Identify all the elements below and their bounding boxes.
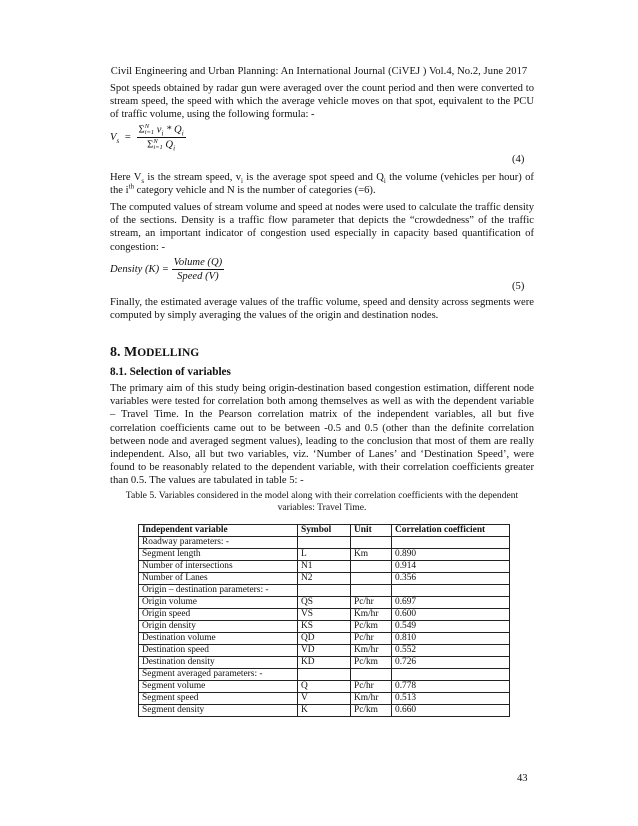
table-cell: VD <box>298 645 351 657</box>
table-cell: Km <box>351 549 392 561</box>
table-row <box>139 573 510 585</box>
equation-4 <box>110 124 186 151</box>
table-cell: VS <box>298 609 351 621</box>
table-cell: Destination density <box>139 657 298 669</box>
table-cell: 0.890 <box>392 549 510 561</box>
table-cell: 0.810 <box>392 633 510 645</box>
table-cell: Roadway parameters: - <box>139 537 298 549</box>
table-row <box>139 645 510 657</box>
table-cell: QD <box>298 633 351 645</box>
table-row <box>139 657 510 669</box>
table-cell <box>298 669 351 681</box>
table-row <box>139 597 510 609</box>
table-cell: 0.660 <box>392 705 510 717</box>
table-cell: Km/hr <box>351 693 392 705</box>
table-cell: Segment volume <box>139 681 298 693</box>
table-row <box>139 621 510 633</box>
table-cell <box>392 537 510 549</box>
table-header-row <box>139 525 510 537</box>
paragraph-definitions: Here $V_s$ is the stream speed, $v_i$ is the average spot speed and $Q_i$ the volume (vehicles per hour) of the $i^{th}$ category vehicle and N is the number of categories (=6). <box>110 172 534 197</box>
table-cell: 0.513 <box>392 693 510 705</box>
page-number: 43 <box>517 773 528 784</box>
table-cell: 0.356 <box>392 573 510 585</box>
paragraph-spot-speeds: Spot speeds obtained by radar gun were averaged over the count period and then were converted to stream speed, the speed with which the average vehicle moves on that spot, equivalent to the PCU of traffic volume, using the following formula: - <box>110 83 534 121</box>
table-row <box>139 561 510 573</box>
table-cell: Segment density <box>139 705 298 717</box>
table-row <box>139 549 510 561</box>
eq4-numerator: Σ N i=1 $v_i * Q_i$ <box>138 123 184 138</box>
table-cell: Origin density <box>139 621 298 633</box>
table-cell <box>351 669 392 681</box>
variables-table <box>138 524 510 717</box>
table-cell: K <box>298 705 351 717</box>
table-cell: 0.914 <box>392 561 510 573</box>
table-cell: Origin volume <box>139 597 298 609</box>
table-cell: Pc/km <box>351 705 392 717</box>
table-cell <box>351 537 392 549</box>
equation-number-5: (5) <box>512 281 525 292</box>
eq4-denominator: Σ N i=1 $Q_i$ <box>147 138 176 153</box>
table-cell: KD <box>298 657 351 669</box>
table-header-cell: Symbol <box>298 525 351 537</box>
table-row <box>139 585 510 597</box>
table-row <box>139 693 510 705</box>
table-cell: V <box>298 693 351 705</box>
table-row <box>139 537 510 549</box>
table-cell: 0.549 <box>392 621 510 633</box>
table-caption: Table 5. Variables considered in the model along with their correlation coefficients with the dependent variables: Travel Time. <box>125 490 519 513</box>
paragraph-density: The computed values of stream volume and speed at nodes were used to calculate the traffic density of the sections. Density is a traffic flow parameter that depicts the “crowdedness” of the traffic stream, an important indicator of congestion used especially in capacity based quantification of congestion: - <box>110 202 534 253</box>
table-cell: KS <box>298 621 351 633</box>
paragraph-averaging: Finally, the estimated average values of the traffic volume, speed and density across segments were computed by simply averaging the values of the origin and destination nodes. <box>110 297 534 322</box>
section-heading-modelling: 8. MODELLING <box>110 345 200 360</box>
table-cell: Number of intersections <box>139 561 298 573</box>
table-header-cell: Independent variable <box>139 525 298 537</box>
eq4-fraction <box>137 124 186 151</box>
eq5-denominator: Speed (V) <box>177 271 219 282</box>
table-header-cell: Unit <box>351 525 392 537</box>
table-cell: Pc/km <box>351 657 392 669</box>
table-cell: 0.600 <box>392 609 510 621</box>
table-cell: 0.552 <box>392 645 510 657</box>
eq5-lhs: Density (K) = <box>110 263 169 275</box>
table-cell: Origin speed <box>139 609 298 621</box>
paragraph-selection: The primary aim of this study being origin-destination based congestion estimation, different node variables were tested for correlation both among themselves as well as with the dependent variable – Travel Time. In the Pearson correlation matrix of the independent variables, all but five correlation coefficients came out to be between -0.5 and 0.5 (other than the definite correlation between node and averaged segment values), leading to the conclusion that most of them are really independent. Also, all but two variables, viz. ‘Number of Lanes’ and ‘Destination Speed’, were found to be reasonably related to the dependent variable, with their correlation coefficients greater than 0.5. The values are tabulated in table 5: - <box>110 383 534 487</box>
table-cell <box>298 537 351 549</box>
eq5-numerator: Volume (Q) <box>173 257 223 268</box>
table-row <box>139 609 510 621</box>
table-cell: N1 <box>298 561 351 573</box>
table-cell: Pc/hr <box>351 681 392 693</box>
eq4-equals: = <box>124 131 131 143</box>
table-cell: 0.726 <box>392 657 510 669</box>
table-row <box>139 681 510 693</box>
table-cell: Origin – destination parameters: - <box>139 585 298 597</box>
table-header-cell: Correlation coefficient <box>392 525 510 537</box>
equation-5 <box>110 257 224 282</box>
table-cell: Km/hr <box>351 645 392 657</box>
table-cell: Segment length <box>139 549 298 561</box>
running-header: Civil Engineering and Urban Planning: An International Journal (CiVEJ ) Vol.4, No.2, June 2017 <box>110 66 528 77</box>
table-cell: Pc/hr <box>351 597 392 609</box>
table-cell <box>298 585 351 597</box>
table-cell: Destination speed <box>139 645 298 657</box>
table-cell <box>392 669 510 681</box>
table-cell: Km/hr <box>351 609 392 621</box>
equation-number-4: (4) <box>512 154 525 165</box>
table-cell: Number of Lanes <box>139 573 298 585</box>
table-row <box>139 633 510 645</box>
table-cell <box>351 585 392 597</box>
table-cell <box>392 585 510 597</box>
table-cell: Pc/hr <box>351 633 392 645</box>
table-cell <box>351 561 392 573</box>
table-cell: 0.697 <box>392 597 510 609</box>
table-cell: Q <box>298 681 351 693</box>
eq5-fraction <box>172 257 225 282</box>
table-row <box>139 669 510 681</box>
table-row <box>139 705 510 717</box>
table-cell: Destination volume <box>139 633 298 645</box>
table-cell: N2 <box>298 573 351 585</box>
table-cell: L <box>298 549 351 561</box>
table-cell <box>351 573 392 585</box>
subsection-heading-selection: 8.1. Selection of variables <box>110 366 231 378</box>
table-cell: Segment averaged parameters: - <box>139 669 298 681</box>
eq4-lhs: $V_s$ <box>110 131 120 146</box>
table-cell: 0.778 <box>392 681 510 693</box>
table-cell: Segment speed <box>139 693 298 705</box>
table-cell: Pc/km <box>351 621 392 633</box>
table-cell: QS <box>298 597 351 609</box>
